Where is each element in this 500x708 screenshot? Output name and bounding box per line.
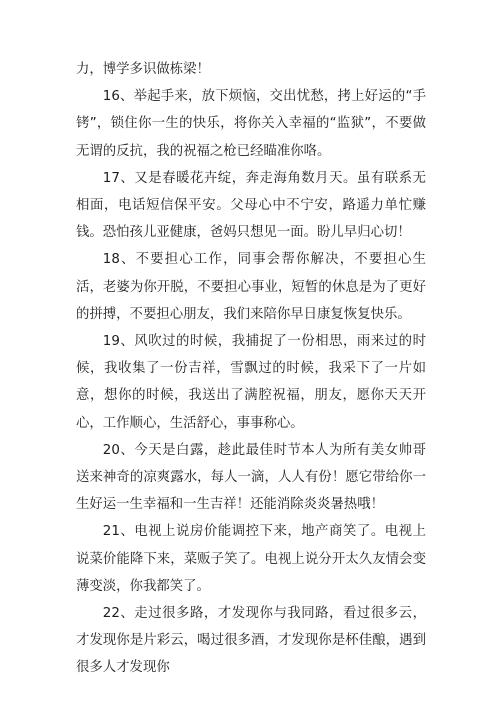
paragraph-p20 — [76, 437, 426, 519]
paragraph-p21 — [76, 518, 426, 600]
paragraph-text: 18、不要担心工作，同事会帮你解决，不要担心生活，老婆为你开脱，不要担心事业，短暂的休息是为了更好的拼搏，不要担心朋友，我们来陪你早日康复恢复快乐。 — [76, 252, 426, 322]
paragraph-p16 — [76, 83, 426, 165]
paragraph-text: 21、电视上说房价能调控下来，地产商笑了。电视上说菜价能降下来，菜贩子笑了。电视上说分开太久友情会变薄变淡，你我都笑了。 — [76, 524, 426, 594]
paragraph-text: 20、今天是白露，趁此最佳时节本人为所有美女帅哥送来神奇的凉爽露水，每人一滴，人人有份！愿它带给你一生好运一生幸福和一生吉祥！还能消除炎炎暑热哦！ — [76, 442, 426, 513]
paragraph-p19 — [76, 328, 426, 437]
paragraph-text: 17、又是春暖花卉绽，奔走海角数月天。虽有联系无相面，电话短信保平安。父母心中不宁安，路遥力单忙赚钱。恐怕孩儿亚健康，爸妈只想见一面。盼儿早归心切！ — [76, 170, 426, 241]
document-body — [76, 56, 426, 682]
paragraph-p17 — [76, 165, 426, 247]
paragraph-text: 力，博学多识做栋梁！ — [76, 62, 210, 77]
paragraph-p18 — [76, 246, 426, 328]
paragraph-p22 — [76, 600, 426, 682]
paragraph-text: 19、风吹过的时候，我捕捉了一份相思，雨来过的时候，我收集了一份吉祥，雪飘过的时候，我采下了一片如意，想你的时候，我送出了满腔祝福，朋友，愿你天天开心，工作顺心，生活舒心，事事称心。 — [76, 334, 426, 431]
paragraph-text: 22、走过很多路，才发现你与我同路，看过很多云，才发现你是片彩云，喝过很多酒，才发现你是杯佳酿，遇到很多人才发现你 — [76, 606, 426, 676]
paragraph-p15-tail — [76, 56, 426, 83]
paragraph-text: 16、举起手来，放下烦恼，交出忧愁，拷上好运的“手铐”，锁住你一生的快乐，将你关入幸福的“监狱”，不要做无谓的反抗，我的祝福之枪已经瞄准你咯。 — [76, 89, 426, 159]
